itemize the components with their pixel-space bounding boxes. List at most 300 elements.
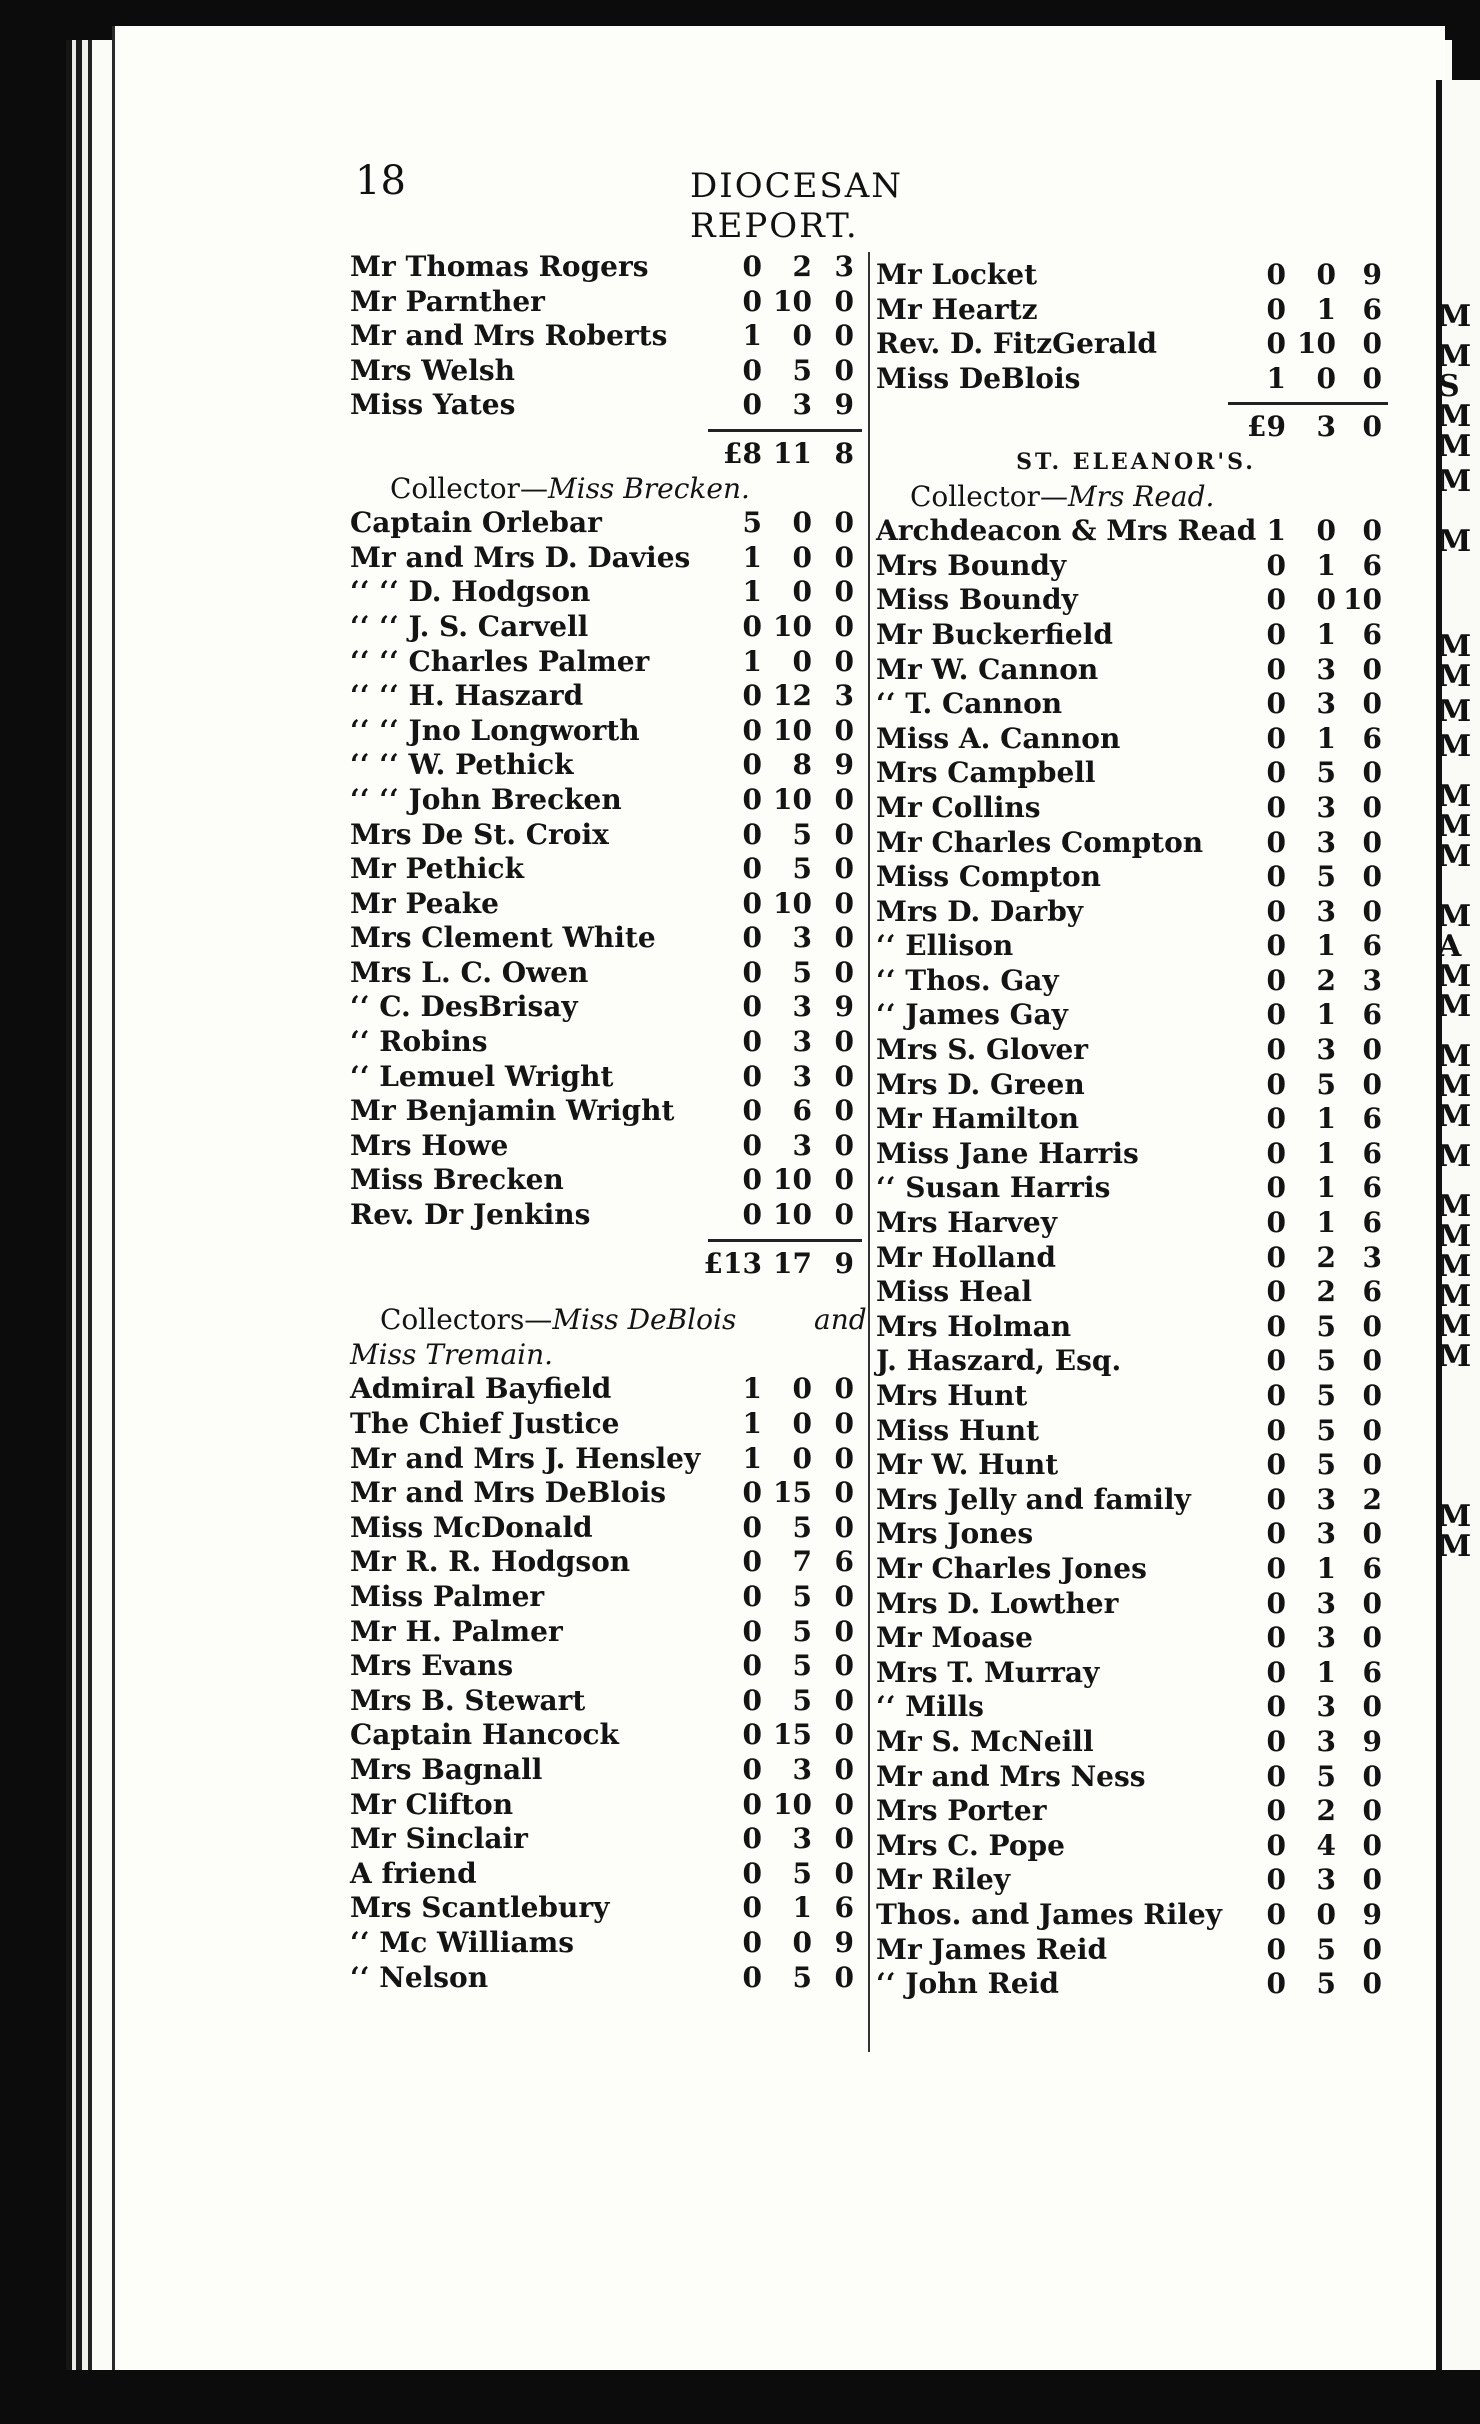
amount-shillings: 1 [1316,1136,1336,1170]
amount-shillings: 5 [792,1649,812,1683]
amount-pence: 0 [1362,1794,1382,1828]
subscriber-name: Rev. Dr Jenkins [350,1198,591,1232]
amount-shillings: 3 [792,1025,812,1059]
amount-shillings: 15 [773,1476,812,1510]
subtotal-pence: 9 [834,1246,854,1280]
amount-pounds: 0 [742,1545,762,1579]
subscriber-row [876,929,1396,964]
subscriber-row [876,1656,1396,1691]
subscriber-name: Mr Pethick [350,852,524,886]
subscriber-name: Mrs D. Darby [876,894,1084,928]
subscriber-name: Mrs Harvey [876,1206,1057,1240]
amount-pounds: 0 [1266,1759,1286,1793]
amount-shillings: 2 [792,250,812,283]
amount-pence: 0 [834,886,854,920]
amount-shillings: 5 [1316,1759,1336,1793]
amount-pounds: 0 [742,1718,762,1752]
amount-shillings: 10 [773,886,812,920]
amount-pounds: 1 [742,1441,762,1475]
amount-shillings: 3 [792,1128,812,1162]
amount-pence: 6 [1362,1171,1382,1205]
amount-pounds: 0 [1266,1517,1286,1551]
subscriber-name: ‘‘ ‘‘ Charles Palmer [350,644,650,678]
facing-page-fragment: M [1438,464,1472,499]
amount-shillings: 5 [792,1856,812,1890]
amount-pence: 0 [1362,1690,1382,1724]
amount-pence: 6 [1362,1206,1382,1240]
amount-shillings: 1 [1316,617,1336,651]
amount-shillings: 1 [1316,1102,1336,1136]
subscriber-name: Mrs Holman [876,1309,1072,1343]
amount-pounds: 0 [1266,1482,1286,1516]
facing-page-fragment: M [1438,1279,1472,1314]
amount-shillings: 1 [1316,929,1336,963]
amount-shillings: 0 [792,575,812,609]
subscriber-name: ‘‘ Mills [876,1690,984,1724]
amount-pence: 0 [1362,825,1382,859]
subscriber-name: Mr Moase [876,1621,1033,1655]
subscriber-row [876,1690,1396,1725]
amount-shillings: 0 [1316,258,1336,291]
subscriber-row [876,1829,1396,1864]
facing-page-fragment: M [1438,299,1472,334]
amount-pence: 0 [834,852,854,886]
subscriber-name: Miss Jane Harris [876,1136,1139,1170]
subscriber-name: J. Haszard, Esq. [876,1344,1122,1378]
amount-shillings: 15 [773,1718,812,1752]
amount-pounds: 0 [742,1614,762,1648]
amount-pence: 0 [1362,1344,1382,1378]
amount-pence: 6 [1362,1102,1382,1136]
amount-pounds: 0 [1266,583,1286,617]
amount-pence: 0 [834,1856,854,1890]
amount-shillings: 0 [792,1372,812,1406]
amount-pounds: 0 [742,250,762,283]
amount-pence: 0 [834,1059,854,1093]
amount-pounds: 0 [1266,1724,1286,1758]
subscriber-name: Mrs Boundy [876,548,1067,582]
amount-pounds: 0 [742,817,762,851]
amount-shillings: 5 [1316,1413,1336,1447]
collector-heading-cont [350,1338,864,1373]
amount-pounds: 0 [1266,652,1286,686]
amount-pounds: 0 [742,886,762,920]
amount-pence: 9 [834,1925,854,1959]
amount-pounds: 5 [742,506,762,540]
subscriber-row [350,748,864,783]
amount-pence: 0 [1362,894,1382,928]
facing-page-fragment: A [1438,929,1462,964]
subtotal-pounds: £13 [703,1246,762,1280]
amount-pounds: 0 [1266,790,1286,824]
subscriber-row [876,1967,1396,2002]
amount-shillings: 0 [792,540,812,574]
subscriber-row [876,1206,1396,1241]
amount-pence: 0 [834,1198,854,1232]
amount-pence: 0 [1362,756,1382,790]
amount-pence: 6 [1362,1275,1382,1309]
subscriber-row [350,354,864,389]
amount-shillings: 2 [1316,963,1336,997]
amount-shillings: 3 [792,1822,812,1856]
amount-pounds: 0 [1266,1413,1286,1447]
subtotal-pounds: £9 [1247,410,1286,444]
amount-shillings: 3 [1316,1863,1336,1897]
amount-pence: 6 [1362,721,1382,755]
subscriber-name: Mr W. Cannon [876,652,1099,686]
amount-pounds: 0 [1266,1863,1286,1897]
amount-pence: 0 [1362,1067,1382,1101]
amount-shillings: 5 [792,353,812,387]
amount-pence: 0 [834,817,854,851]
subscriber-name: ‘‘ ‘‘ D. Hodgson [350,575,591,609]
subscriber-row [876,964,1396,999]
subscriber-row [350,1094,864,1129]
sum-rule [350,423,864,437]
amount-pence: 6 [1362,1655,1382,1689]
subscriber-row [350,1442,864,1477]
subscriber-name: Mrs Scantlebury [350,1891,610,1925]
amount-pence: 2 [1362,1482,1382,1516]
amount-pence: 0 [834,1787,854,1821]
subscriber-row [876,1344,1396,1379]
amount-shillings: 3 [792,1752,812,1786]
subscriber-name: Rev. D. FitzGerald [876,327,1157,361]
amount-shillings: 3 [1316,825,1336,859]
subscriber-name: ‘‘ ‘‘ J. S. Carvell [350,609,589,643]
amount-shillings: 12 [773,679,812,713]
subscriber-name: A friend [350,1856,477,1890]
subscriber-name: ‘‘ ‘‘ W. Pethick [350,748,574,782]
amount-pounds: 0 [1266,617,1286,651]
amount-shillings: 3 [1316,790,1336,824]
amount-pence: 0 [1362,687,1382,721]
amount-shillings: 10 [773,609,812,643]
subscriber-row [876,1379,1396,1414]
subscriber-row [876,791,1396,826]
subscriber-name: ‘‘ C. DesBrisay [350,990,578,1024]
amount-pounds: 0 [742,1960,762,1994]
subscriber-row [350,319,864,354]
amount-shillings: 0 [1316,361,1336,395]
amount-pounds: 0 [1266,1067,1286,1101]
amount-shillings: 1 [1316,721,1336,755]
facing-page-fragment: M [1438,779,1472,814]
facing-page-fragment: M [1438,1309,1472,1344]
subscriber-row [876,722,1396,757]
subscriber-row [876,514,1396,549]
subscriber-row [876,1448,1396,1483]
subscriber-name: Mr R. R. Hodgson [350,1545,631,1579]
subscriber-name: ‘‘ Nelson [350,1960,489,1994]
amount-pounds: 0 [1266,548,1286,582]
amount-pounds: 0 [1266,1206,1286,1240]
amount-pence: 0 [834,1025,854,1059]
amount-shillings: 2 [1316,1275,1336,1309]
amount-pence: 0 [834,575,854,609]
amount-pence: 6 [1362,292,1382,326]
amount-pounds: 0 [742,609,762,643]
amount-pence: 0 [1362,1413,1382,1447]
subscriber-name: Miss Compton [876,860,1102,894]
amount-shillings: 1 [1316,292,1336,326]
collector-prefix: Collector— [390,471,548,505]
amount-pounds: 1 [742,1407,762,1440]
subscriber-row [876,258,1396,293]
amount-shillings: 5 [1316,1932,1336,1966]
collector-joiner: and [814,1303,867,1337]
subscriber-name: Mrs Evans [350,1649,514,1683]
subscriber-row [350,575,864,610]
subscriber-row [350,1684,864,1719]
amount-shillings: 3 [1316,1724,1336,1758]
subtotal-pence: 8 [834,436,854,470]
amount-shillings: 5 [1316,860,1336,894]
facing-page-fragment: M [1438,1219,1472,1254]
amount-pounds: 0 [742,284,762,318]
facing-page-fragment: M [1438,1189,1472,1224]
subscriber-row [350,388,864,423]
amount-pounds: 0 [1266,1690,1286,1724]
amount-shillings: 2 [1316,1240,1336,1274]
subscriber-name: Mrs B. Stewart [350,1683,586,1717]
subscriber-row [876,1137,1396,1172]
amount-pounds: 0 [1266,894,1286,928]
amount-shillings: 5 [792,817,812,851]
amount-pounds: 0 [1266,825,1286,859]
subscriber-row [350,783,864,818]
amount-pence: 0 [834,1441,854,1475]
amount-pounds: 0 [1266,687,1286,721]
subscriber-name: Mr S. McNeill [876,1724,1094,1758]
amount-pounds: 1 [742,644,762,678]
amount-pence: 3 [834,250,854,283]
amount-pence: 0 [1362,1932,1382,1966]
amount-pounds: 0 [1266,1897,1286,1931]
amount-pounds: 0 [1266,1309,1286,1343]
subscriber-name: Mr Hamilton [876,1102,1079,1136]
amount-pence: 0 [1362,361,1382,395]
amount-pence: 3 [1362,963,1382,997]
amount-pounds: 0 [1266,327,1286,361]
amount-pounds: 0 [742,353,762,387]
amount-pence: 0 [1362,1828,1382,1862]
subscriber-name: Mr Thomas Rogers [350,250,649,283]
amount-pounds: 1 [742,1372,762,1406]
amount-shillings: 0 [1316,514,1336,548]
amount-pounds: 0 [1266,721,1286,755]
subscriber-row [876,895,1396,930]
amount-shillings: 10 [773,1787,812,1821]
amount-pence: 0 [834,284,854,318]
subscriber-name: ‘‘ John Reid [876,1967,1059,2001]
facing-page-fragment: M [1438,659,1472,694]
amount-shillings: 3 [792,388,812,422]
subscriber-row [350,541,864,576]
subscriber-name: Mr and Mrs Ness [876,1759,1146,1793]
subscriber-row [876,1310,1396,1345]
right-column [876,258,1396,2002]
subscriber-name: Mr Riley [876,1863,1011,1897]
subscriber-name: The Chief Justice [350,1407,620,1440]
amount-shillings: 5 [792,852,812,886]
amount-pounds: 0 [1266,258,1286,291]
subscriber-row [876,293,1396,328]
subscriber-row [876,1794,1396,1829]
subscriber-name: Mrs T. Murray [876,1655,1100,1689]
amount-pence: 9 [1362,258,1382,291]
subscriber-name: Mrs Hunt [876,1379,1028,1412]
amount-pounds: 0 [742,1510,762,1544]
amount-pounds: 0 [742,1476,762,1510]
subscriber-row [876,583,1396,618]
amount-pounds: 0 [1266,1379,1286,1412]
subscriber-name: ‘‘ Mc Williams [350,1925,575,1959]
subscriber-name: Mr Clifton [350,1787,514,1821]
amount-pounds: 0 [742,1925,762,1959]
collector-name: Mrs Read. [1067,479,1215,513]
amount-shillings: 0 [792,644,812,678]
amount-shillings: 3 [1316,1517,1336,1551]
subscriber-name: ‘‘ ‘‘ Jno Longworth [350,713,640,747]
subscriber-row [350,818,864,853]
running-title: DIOCESAN REPORT. [690,166,903,246]
subscriber-row [876,1621,1396,1656]
amount-pence: 10 [1343,583,1382,617]
amount-shillings: 3 [792,1059,812,1093]
amount-pence: 9 [834,388,854,422]
subscriber-row [350,1060,864,1095]
amount-pounds: 1 [742,575,762,609]
amount-pence: 0 [1362,860,1382,894]
amount-pence: 0 [1362,327,1382,361]
amount-pounds: 0 [742,748,762,782]
amount-shillings: 3 [1316,687,1336,721]
amount-pence: 0 [1362,1309,1382,1343]
subscriber-name: Captain Orlebar [350,506,602,540]
amount-pounds: 0 [742,1752,762,1786]
subscriber-name: Mr Charles Compton [876,825,1204,859]
amount-pounds: 0 [742,990,762,1024]
amount-pence: 0 [1362,1379,1382,1412]
subscriber-row [876,1068,1396,1103]
amount-shillings: 10 [773,782,812,816]
amount-shillings: 1 [1316,1171,1336,1205]
amount-shillings: 1 [1316,1551,1336,1585]
amount-shillings: 1 [1316,1206,1336,1240]
facing-page-fragment: M [1438,959,1472,994]
subscriber-row [350,1198,864,1233]
amount-pence: 6 [1362,929,1382,963]
amount-pounds: 0 [742,921,762,955]
amount-pence: 0 [1362,1448,1382,1482]
subscriber-name: Mr and Mrs J. Hensley [350,1441,701,1475]
subscriber-name: Miss A. Cannon [876,721,1121,755]
amount-pence: 0 [834,1683,854,1717]
amount-shillings: 10 [1297,327,1336,361]
section-heading: ST. ELEANOR'S. [1016,448,1256,475]
facing-page-fragment: M [1438,1069,1472,1104]
amount-shillings: 4 [1316,1828,1336,1862]
subscriber-name: ‘‘ T. Cannon [876,687,1063,721]
amount-shillings: 3 [1316,1621,1336,1655]
amount-pence: 0 [834,1407,854,1440]
facing-page-fragment: M [1438,1099,1472,1134]
collector-prefix: Collectors— [380,1303,553,1337]
collector-heading [876,480,1396,515]
amount-pounds: 0 [742,1856,762,1890]
amount-pence: 6 [1362,998,1382,1032]
subscriber-name: Mr Parnther [350,284,545,318]
subscriber-name: ‘‘ Ellison [876,929,1014,963]
amount-shillings: 3 [1316,1690,1336,1724]
amount-shillings: 5 [1316,1448,1336,1482]
subscriber-row [876,1171,1396,1206]
amount-shillings: 3 [1316,1033,1336,1067]
subscriber-name: Mr Charles Jones [876,1551,1147,1585]
amount-pounds: 0 [1266,1033,1286,1067]
subscriber-row [350,610,864,645]
amount-shillings: 0 [792,1441,812,1475]
subscriber-row [876,1033,1396,1068]
amount-pounds: 0 [1266,1240,1286,1274]
amount-pounds: 0 [742,1822,762,1856]
facing-page-fragment: M [1438,429,1472,464]
amount-shillings: 6 [792,1094,812,1128]
subscriber-row [876,860,1396,895]
subscriber-row [876,687,1396,722]
amount-pounds: 0 [1266,860,1286,894]
amount-pence: 9 [834,748,854,782]
collector-name-2: Miss Tremain. [350,1337,554,1371]
amount-pounds: 0 [742,713,762,747]
subtotal-row [350,437,864,472]
subscriber-name: Mrs Jones [876,1517,1034,1551]
subscriber-row [876,1933,1396,1968]
amount-pounds: 0 [1266,929,1286,963]
amount-pence: 6 [1362,1551,1382,1585]
amount-pounds: 0 [1266,1275,1286,1309]
amount-shillings: 1 [1316,998,1336,1032]
subscriber-name: Mrs Bagnall [350,1752,543,1786]
subscriber-row [876,826,1396,861]
amount-shillings: 5 [1316,1067,1336,1101]
amount-pence: 0 [834,1718,854,1752]
amount-shillings: 1 [792,1891,812,1925]
subscriber-name: Mrs D. Lowther [876,1586,1119,1620]
subscriber-row [876,1587,1396,1622]
amount-shillings: 10 [773,713,812,747]
amount-pounds: 0 [1266,1932,1286,1966]
subscriber-name: Mrs Jelly and family [876,1482,1191,1516]
amount-pence: 9 [834,990,854,1024]
subscriber-row [350,1163,864,1198]
subscriber-name: ‘‘ Thos. Gay [876,963,1059,997]
amount-shillings: 7 [792,1545,812,1579]
amount-pounds: 0 [1266,756,1286,790]
subscriber-name: Mr and Mrs DeBlois [350,1476,667,1510]
amount-shillings: 10 [773,284,812,318]
amount-pence: 0 [834,1510,854,1544]
subscriber-row [876,1552,1396,1587]
amount-pence: 0 [834,353,854,387]
amount-shillings: 3 [792,921,812,955]
subscriber-row [350,1753,864,1788]
amount-pence: 0 [1362,514,1382,548]
amount-pence: 0 [834,1752,854,1786]
subtotal-shillings: 3 [1316,410,1336,444]
amount-pence: 9 [1362,1724,1382,1758]
